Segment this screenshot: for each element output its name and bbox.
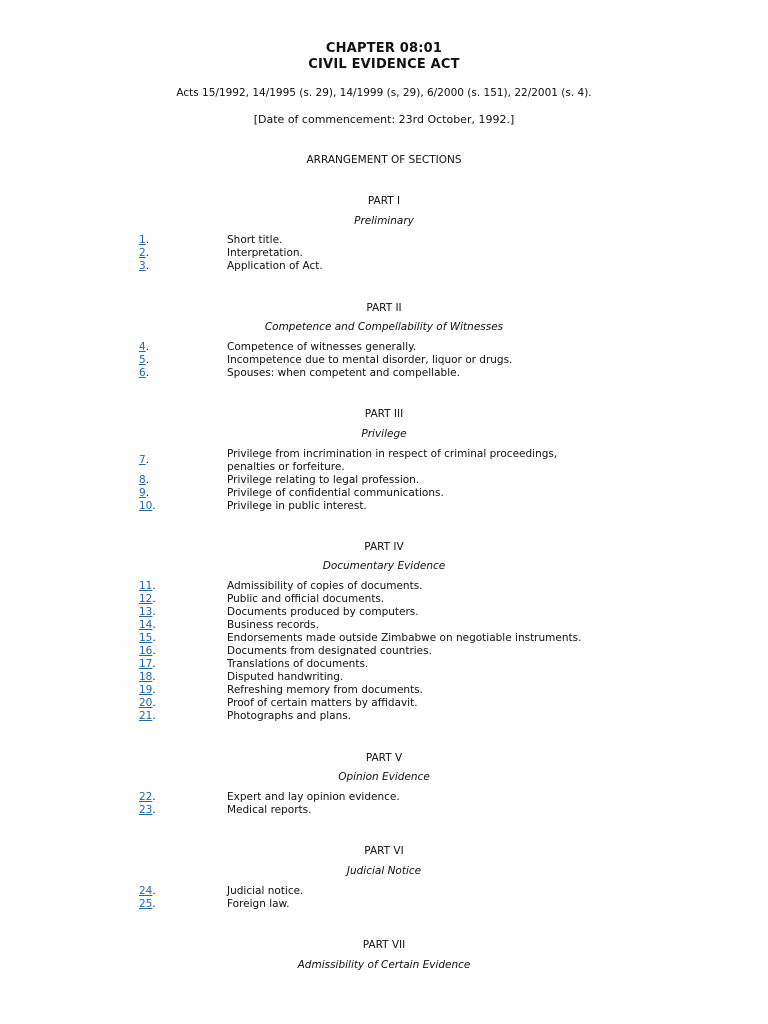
section-title: Foreign law. <box>227 898 290 910</box>
part-heading: PART IV <box>364 541 404 553</box>
section-title: Translations of documents. <box>227 658 369 670</box>
section-link[interactable]: 25 <box>139 898 153 910</box>
part-heading: PART I <box>367 195 401 207</box>
section-link[interactable]: 15 <box>139 632 153 644</box>
section-title: Disputed handwriting. <box>227 671 344 683</box>
part-name: Judicial Notice <box>346 865 422 877</box>
section-title: Privilege of confidential communications. <box>227 487 444 499</box>
section-title: Application of Act. <box>227 260 323 272</box>
section-title: Medical reports. <box>227 804 312 816</box>
section-title: Short title. <box>227 234 283 246</box>
section-link[interactable]: 10 <box>139 500 153 512</box>
section-link[interactable]: 12 <box>139 593 153 605</box>
part-name: Preliminary <box>354 215 414 227</box>
part-heading: PART VI <box>364 845 404 857</box>
part-name: Documentary Evidence <box>322 560 446 572</box>
section-title: Competence of witnesses generally. <box>227 341 417 353</box>
section-title: Documents from designated countries. <box>227 645 432 657</box>
section-title: Documents produced by computers. <box>227 606 419 618</box>
section-link[interactable]: 14 <box>139 619 153 631</box>
section-title: Photographs and plans. <box>227 710 352 722</box>
section-link[interactable]: 1 <box>139 234 146 246</box>
chapter-number: CHAPTER 08:01 <box>325 41 443 56</box>
section-title: Privilege from incrimination in respect of criminal proceedings, penalties or forfeiture. <box>227 448 558 473</box>
part-name: Competence and Compellability of Witnesses <box>264 321 504 333</box>
part-heading: PART V <box>365 752 403 764</box>
part-name: Admissibility of Certain Evidence <box>297 959 471 971</box>
section-link[interactable]: 9 <box>139 487 146 499</box>
part-heading: PART II <box>366 302 402 314</box>
section-title: Incompetence due to mental disorder, liquor or drugs. <box>227 354 513 366</box>
section-link[interactable]: 3 <box>139 260 146 272</box>
section-title: Business records. <box>227 619 319 631</box>
section-link[interactable]: 24 <box>139 885 153 897</box>
section-link[interactable]: 11 <box>139 580 153 592</box>
section-title: Refreshing memory from documents. <box>227 684 423 696</box>
acts-line: Acts 15/1992, 14/1995 (s. 29), 14/1999 (s, 29), 6/2000 (s. 151), 22/2001 (s. 4). <box>176 87 592 99</box>
section-link[interactable]: 8 <box>139 474 146 486</box>
section-link[interactable]: 7 <box>139 454 146 466</box>
section-link[interactable]: 4 <box>139 341 146 353</box>
section-link[interactable]: 20 <box>139 697 153 709</box>
section-title: Public and official documents. <box>227 593 385 605</box>
section-link[interactable]: 5 <box>139 354 146 366</box>
arrangement-heading: ARRANGEMENT OF SECTIONS <box>306 154 462 166</box>
part-heading: PART III <box>364 408 404 420</box>
section-title: Expert and lay opinion evidence. <box>227 791 400 803</box>
section-title: Privilege in public interest. <box>227 500 367 512</box>
section-link[interactable]: 17 <box>139 658 153 670</box>
section-title: Endorsements made outside Zimbabwe on negotiable instruments. <box>227 632 582 644</box>
section-title: Proof of certain matters by affidavit. <box>227 697 418 709</box>
section-link[interactable]: 6 <box>139 367 146 379</box>
section-link[interactable]: 13 <box>139 606 153 618</box>
act-title: CIVIL EVIDENCE ACT <box>308 57 460 72</box>
section-link[interactable]: 22 <box>139 791 153 803</box>
section-title: Spouses: when competent and compellable. <box>227 367 460 379</box>
section-link[interactable]: 18 <box>139 671 153 683</box>
section-title: Judicial notice. <box>227 885 304 897</box>
section-link[interactable]: 16 <box>139 645 153 657</box>
commencement-date: [Date of commencement: 23rd October, 1992.] <box>253 113 515 126</box>
section-link[interactable]: 21 <box>139 710 153 722</box>
part-name: Opinion Evidence <box>338 771 430 783</box>
section-title: Admissibility of copies of documents. <box>227 580 423 592</box>
section-link[interactable]: 2 <box>139 247 146 259</box>
section-link[interactable]: 19 <box>139 684 153 696</box>
part-name: Privilege <box>361 428 407 440</box>
section-title: Privilege relating to legal profession. <box>227 474 420 486</box>
section-title: Interpretation. <box>227 247 303 259</box>
section-link[interactable]: 23 <box>139 804 153 816</box>
part-heading: PART VII <box>362 939 406 951</box>
